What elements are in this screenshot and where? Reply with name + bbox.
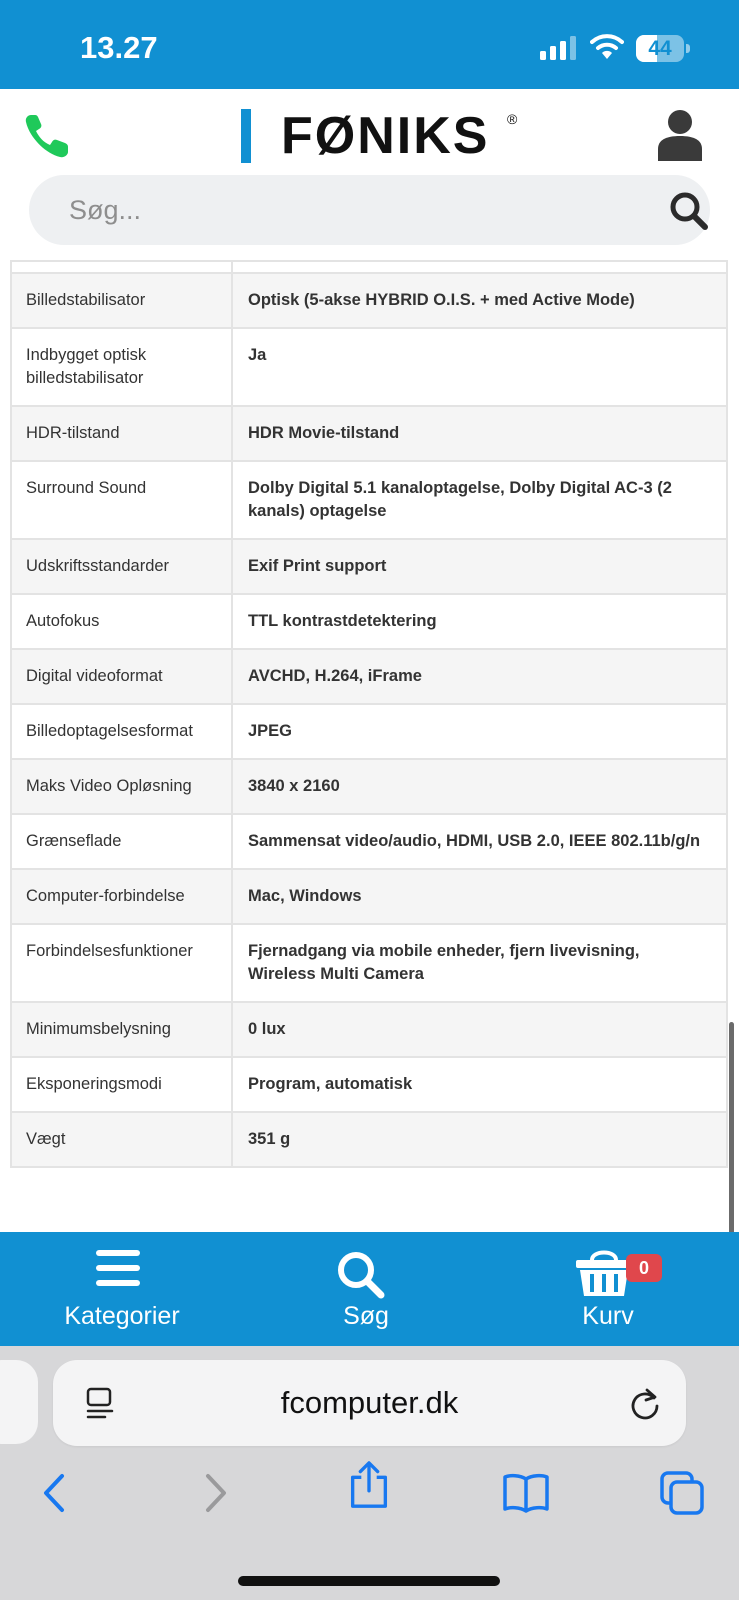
spec-label: Computer-forbindelse [11,869,232,924]
spec-value: Optisk (5-akse HYBRID O.I.S. + med Active Mode) [232,273,727,328]
spec-label: Digital videoformat [11,649,232,704]
table-row [11,1112,727,1167]
spec-label: Forbindelsesfunktioner [11,924,232,1002]
spec-value: 3840 x 2160 [232,759,727,814]
logo-registered-mark: ® [507,111,518,127]
search-box [29,175,710,245]
previous-tab[interactable] [0,1360,38,1444]
spec-value: 0 lux [232,1002,727,1057]
spec-label: Indbygget optisk billedstabilisator [11,328,232,406]
status-bar [0,0,739,89]
browser-toolbar [0,1346,739,1600]
url-text[interactable]: fcomputer.dk [280,1385,459,1420]
share-icon[interactable] [348,1460,390,1510]
spec-label: Billedoptagelsesformat [11,704,232,759]
forward-icon[interactable] [200,1468,230,1518]
spec-value: Exif Print support [232,539,727,594]
table-row [11,649,727,704]
spec-label: HDR-tilstand [11,406,232,461]
table-row [11,261,727,273]
spec-value: HDR Movie-tilstand [232,406,727,461]
battery-icon [636,35,690,62]
table-row [11,869,727,924]
site-logo[interactable] [241,107,531,165]
back-icon[interactable] [40,1468,70,1518]
cart-count-badge: 0 [626,1254,662,1282]
wifi-icon [590,32,624,60]
table-row [11,594,727,649]
spec-label: Eksponeringsmodi [11,1057,232,1112]
address-bar[interactable] [53,1360,686,1446]
signal-icon [540,36,576,60]
search-input[interactable] [69,175,629,245]
table-row [11,273,727,328]
product-specs [0,260,739,1232]
nav-categories-label: Kategorier [64,1302,180,1330]
spec-label [11,261,232,273]
user-icon[interactable] [656,109,704,161]
spec-label: Vægt [11,1112,232,1167]
site-header [0,89,739,260]
spec-value: Sammensat video/audio, HDMI, USB 2.0, IEEE 802.11b/g/n [232,814,727,869]
spec-value: Mac, Windows [232,869,727,924]
table-row [11,461,727,539]
spec-label: Billedstabilisator [11,273,232,328]
table-row [11,704,727,759]
search-icon[interactable] [669,191,709,231]
reload-icon[interactable] [629,1386,661,1420]
table-row [11,1057,727,1112]
tabs-icon[interactable] [660,1468,704,1518]
reader-icon[interactable] [85,1387,115,1419]
nav-cart[interactable] [548,1232,668,1346]
spec-value: Program, automatisk [232,1057,727,1112]
spec-label: Grænseflade [11,814,232,869]
spec-value: JPEG [232,704,727,759]
phone-icon[interactable] [22,111,72,161]
spec-value: 351 g [232,1112,727,1167]
bottom-nav [0,1232,739,1346]
home-indicator[interactable] [238,1576,500,1586]
menu-icon [94,1248,142,1288]
spec-value: Dolby Digital 5.1 kanaloptagelse, Dolby Digital AC-3 (2 kanals) optagelse [232,461,727,539]
spec-label: Surround Sound [11,461,232,539]
nav-categories[interactable] [50,1232,194,1346]
scrollbar[interactable] [729,1022,734,1234]
nav-cart-label: Kurv [582,1302,634,1330]
status-time: 13.27 [80,30,158,65]
spec-label: Minimumsbelysning [11,1002,232,1057]
table-row [11,539,727,594]
nav-search[interactable] [306,1232,426,1346]
spec-label: Maks Video Opløsning [11,759,232,814]
table-row [11,328,727,406]
spec-label: Udskriftsstandarder [11,539,232,594]
nav-search-label: Søg [343,1302,389,1330]
cart-icon [574,1246,634,1298]
table-row [11,759,727,814]
table-row [11,1002,727,1057]
search-icon [336,1250,386,1300]
spec-value: TTL kontrastdetektering [232,594,727,649]
spec-value: AVCHD, H.264, iFrame [232,649,727,704]
battery-level: 44 [648,37,672,60]
table-row [11,924,727,1002]
bookmarks-icon[interactable] [502,1468,550,1518]
spec-table [10,260,728,1168]
table-row [11,406,727,461]
table-row [11,814,727,869]
logo-text: FØNIKS [281,107,490,165]
logo-bar [241,109,251,163]
spec-value [232,261,727,273]
spec-label: Autofokus [11,594,232,649]
spec-value: Ja [232,328,727,406]
spec-value: Fjernadgang via mobile enheder, fjern livevisning, Wireless Multi Camera [232,924,727,1002]
